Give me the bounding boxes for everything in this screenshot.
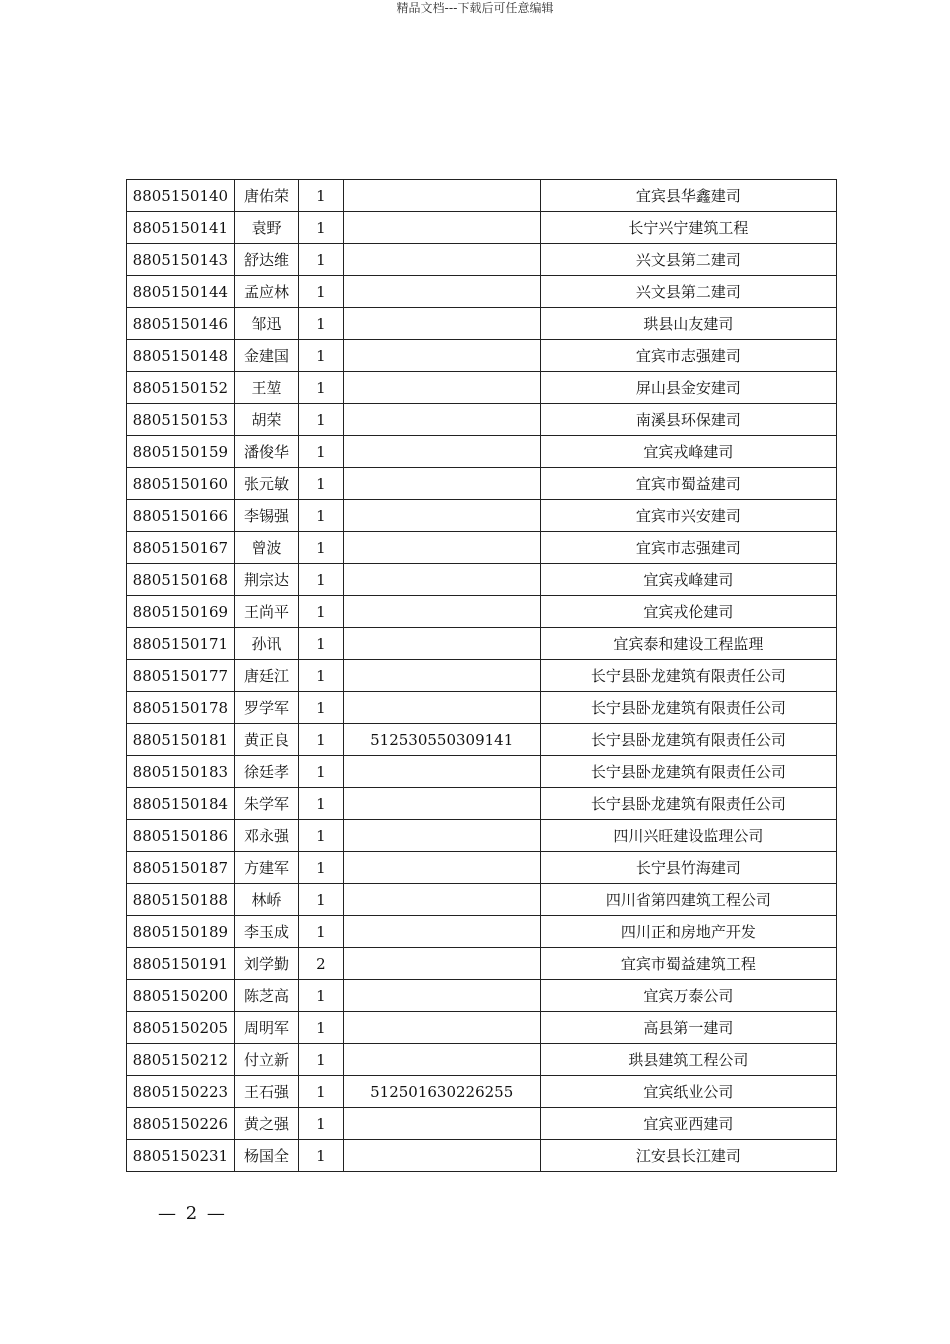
- table-row: [127, 500, 837, 532]
- quantity-cell: 1: [299, 692, 343, 724]
- record-id-cell: 8805150191: [127, 948, 235, 980]
- record-id-cell: 8805150146: [127, 308, 235, 340]
- id-number-cell: [343, 788, 540, 820]
- company-cell: 屏山县金安建司: [540, 372, 836, 404]
- id-number-cell: [343, 180, 540, 212]
- company-cell: 长宁县卧龙建筑有限责任公司: [540, 756, 836, 788]
- table-row: [127, 660, 837, 692]
- quantity-cell: 1: [299, 756, 343, 788]
- person-name-cell: 荆宗达: [234, 564, 298, 596]
- id-number-cell: 512530550309141: [343, 724, 540, 756]
- table-row: [127, 404, 837, 436]
- company-cell: 宜宾泰和建设工程监理: [540, 628, 836, 660]
- id-number-cell: [343, 532, 540, 564]
- quantity-cell: 1: [299, 1140, 343, 1172]
- table-row: [127, 596, 837, 628]
- record-id-cell: 8805150177: [127, 660, 235, 692]
- quantity-cell: 1: [299, 180, 343, 212]
- header-note: 精品文档---下载后可任意编辑: [396, 1, 554, 15]
- quantity-cell: 1: [299, 532, 343, 564]
- quantity-cell: 1: [299, 436, 343, 468]
- person-name-cell: 唐佑荣: [234, 180, 298, 212]
- quantity-cell: 1: [299, 980, 343, 1012]
- record-id-cell: 8805150169: [127, 596, 235, 628]
- quantity-cell: 1: [299, 212, 343, 244]
- table-row: [127, 180, 837, 212]
- company-cell: 珙县建筑工程公司: [540, 1044, 836, 1076]
- company-cell: 宜宾市志强建司: [540, 532, 836, 564]
- company-cell: 长宁县卧龙建筑有限责任公司: [540, 660, 836, 692]
- company-cell: 宜宾市兴安建司: [540, 500, 836, 532]
- records-table-body: [127, 180, 837, 1172]
- record-id-cell: 8805150226: [127, 1108, 235, 1140]
- company-cell: 四川兴旺建设监理公司: [540, 820, 836, 852]
- table-row: [127, 212, 837, 244]
- company-cell: 长宁兴宁建筑工程: [540, 212, 836, 244]
- id-number-cell: [343, 852, 540, 884]
- id-number-cell: [343, 948, 540, 980]
- person-name-cell: 李玉成: [234, 916, 298, 948]
- table-row: [127, 788, 837, 820]
- record-id-cell: 8805150148: [127, 340, 235, 372]
- person-name-cell: 邓永强: [234, 820, 298, 852]
- person-name-cell: 舒达维: [234, 244, 298, 276]
- person-name-cell: 杨国全: [234, 1140, 298, 1172]
- person-name-cell: 徐廷孝: [234, 756, 298, 788]
- quantity-cell: 1: [299, 372, 343, 404]
- person-name-cell: 黄正良: [234, 724, 298, 756]
- quantity-cell: 1: [299, 1012, 343, 1044]
- id-number-cell: [343, 820, 540, 852]
- records-table: [126, 179, 837, 1172]
- record-id-cell: 8805150171: [127, 628, 235, 660]
- table-row: [127, 308, 837, 340]
- record-id-cell: 8805150186: [127, 820, 235, 852]
- person-name-cell: 张元敏: [234, 468, 298, 500]
- id-number-cell: [343, 596, 540, 628]
- quantity-cell: 1: [299, 788, 343, 820]
- person-name-cell: 曾波: [234, 532, 298, 564]
- company-cell: 珙县山友建司: [540, 308, 836, 340]
- company-cell: 宜宾纸业公司: [540, 1076, 836, 1108]
- id-number-cell: [343, 756, 540, 788]
- person-name-cell: 邹迅: [234, 308, 298, 340]
- table-row: [127, 724, 837, 756]
- person-name-cell: 罗学军: [234, 692, 298, 724]
- person-name-cell: 王尚平: [234, 596, 298, 628]
- person-name-cell: 林峤: [234, 884, 298, 916]
- record-id-cell: 8805150184: [127, 788, 235, 820]
- id-number-cell: [343, 660, 540, 692]
- person-name-cell: 唐廷江: [234, 660, 298, 692]
- record-id-cell: 8805150167: [127, 532, 235, 564]
- company-cell: 宜宾戎峰建司: [540, 564, 836, 596]
- person-name-cell: 周明军: [234, 1012, 298, 1044]
- record-id-cell: 8805150181: [127, 724, 235, 756]
- record-id-cell: 8805150231: [127, 1140, 235, 1172]
- person-name-cell: 金建国: [234, 340, 298, 372]
- person-name-cell: 刘学勤: [234, 948, 298, 980]
- table-row: [127, 1076, 837, 1108]
- record-id-cell: 8805150168: [127, 564, 235, 596]
- record-id-cell: 8805150144: [127, 276, 235, 308]
- company-cell: 宜宾市蜀益建筑工程: [540, 948, 836, 980]
- company-cell: 长宁县竹海建司: [540, 852, 836, 884]
- company-cell: 长宁县卧龙建筑有限责任公司: [540, 692, 836, 724]
- record-id-cell: 8805150141: [127, 212, 235, 244]
- table-row: [127, 276, 837, 308]
- record-id-cell: 8805150159: [127, 436, 235, 468]
- table-row: [127, 756, 837, 788]
- person-name-cell: 王堃: [234, 372, 298, 404]
- id-number-cell: [343, 308, 540, 340]
- quantity-cell: 1: [299, 1044, 343, 1076]
- record-id-cell: 8805150188: [127, 884, 235, 916]
- id-number-cell: [343, 980, 540, 1012]
- quantity-cell: 1: [299, 916, 343, 948]
- record-id-cell: 8805150189: [127, 916, 235, 948]
- quantity-cell: 1: [299, 1108, 343, 1140]
- id-number-cell: [343, 692, 540, 724]
- page-number: — 2 —: [158, 1203, 227, 1224]
- quantity-cell: 1: [299, 820, 343, 852]
- quantity-cell: 1: [299, 276, 343, 308]
- record-id-cell: 8805150183: [127, 756, 235, 788]
- table-row: [127, 628, 837, 660]
- person-name-cell: 李锡强: [234, 500, 298, 532]
- id-number-cell: [343, 404, 540, 436]
- record-id-cell: 8805150212: [127, 1044, 235, 1076]
- company-cell: 四川正和房地产开发: [540, 916, 836, 948]
- quantity-cell: 1: [299, 884, 343, 916]
- id-number-cell: [343, 884, 540, 916]
- person-name-cell: 孟应林: [234, 276, 298, 308]
- company-cell: 宜宾戎伦建司: [540, 596, 836, 628]
- person-name-cell: 付立新: [234, 1044, 298, 1076]
- quantity-cell: 1: [299, 500, 343, 532]
- record-id-cell: 8805150140: [127, 180, 235, 212]
- id-number-cell: [343, 628, 540, 660]
- company-cell: 南溪县环保建司: [540, 404, 836, 436]
- person-name-cell: 孙讯: [234, 628, 298, 660]
- table-row: [127, 532, 837, 564]
- person-name-cell: 黄之强: [234, 1108, 298, 1140]
- id-number-cell: [343, 276, 540, 308]
- quantity-cell: 1: [299, 852, 343, 884]
- table-row: [127, 884, 837, 916]
- id-number-cell: [343, 1044, 540, 1076]
- record-id-cell: 8805150178: [127, 692, 235, 724]
- table-row: [127, 340, 837, 372]
- id-number-cell: [343, 340, 540, 372]
- company-cell: 宜宾市蜀益建司: [540, 468, 836, 500]
- record-id-cell: 8805150205: [127, 1012, 235, 1044]
- id-number-cell: [343, 468, 540, 500]
- person-name-cell: 王石强: [234, 1076, 298, 1108]
- person-name-cell: 陈芝高: [234, 980, 298, 1012]
- company-cell: 高县第一建司: [540, 1012, 836, 1044]
- table-row: [127, 820, 837, 852]
- id-number-cell: [343, 916, 540, 948]
- record-id-cell: 8805150200: [127, 980, 235, 1012]
- table-row: [127, 1044, 837, 1076]
- table-row: [127, 1012, 837, 1044]
- table-row: [127, 1108, 837, 1140]
- quantity-cell: 1: [299, 628, 343, 660]
- id-number-cell: [343, 1140, 540, 1172]
- table-row: [127, 852, 837, 884]
- id-number-cell: [343, 212, 540, 244]
- company-cell: 宜宾亚西建司: [540, 1108, 836, 1140]
- company-cell: 四川省第四建筑工程公司: [540, 884, 836, 916]
- quantity-cell: 1: [299, 404, 343, 436]
- table-row: [127, 468, 837, 500]
- id-number-cell: [343, 500, 540, 532]
- company-cell: 兴文县第二建司: [540, 244, 836, 276]
- table-row: [127, 948, 837, 980]
- quantity-cell: 1: [299, 1076, 343, 1108]
- quantity-cell: 1: [299, 660, 343, 692]
- id-number-cell: [343, 244, 540, 276]
- person-name-cell: 袁野: [234, 212, 298, 244]
- quantity-cell: 1: [299, 724, 343, 756]
- table-row: [127, 244, 837, 276]
- quantity-cell: 1: [299, 340, 343, 372]
- quantity-cell: 1: [299, 308, 343, 340]
- record-id-cell: 8805150160: [127, 468, 235, 500]
- record-id-cell: 8805150152: [127, 372, 235, 404]
- quantity-cell: 1: [299, 244, 343, 276]
- id-number-cell: [343, 1012, 540, 1044]
- company-cell: 宜宾县华鑫建司: [540, 180, 836, 212]
- record-id-cell: 8805150187: [127, 852, 235, 884]
- id-number-cell: [343, 436, 540, 468]
- person-name-cell: 方建军: [234, 852, 298, 884]
- id-number-cell: [343, 372, 540, 404]
- company-cell: 长宁县卧龙建筑有限责任公司: [540, 724, 836, 756]
- quantity-cell: 1: [299, 596, 343, 628]
- table-row: [127, 564, 837, 596]
- table-row: [127, 372, 837, 404]
- company-cell: 宜宾万泰公司: [540, 980, 836, 1012]
- quantity-cell: 1: [299, 468, 343, 500]
- quantity-cell: 2: [299, 948, 343, 980]
- company-cell: 兴文县第二建司: [540, 276, 836, 308]
- table-row: [127, 980, 837, 1012]
- record-id-cell: 8805150143: [127, 244, 235, 276]
- record-id-cell: 8805150166: [127, 500, 235, 532]
- id-number-cell: [343, 564, 540, 596]
- id-number-cell: 512501630226255: [343, 1076, 540, 1108]
- table-row: [127, 916, 837, 948]
- company-cell: 宜宾戎峰建司: [540, 436, 836, 468]
- table-row: [127, 692, 837, 724]
- person-name-cell: 潘俊华: [234, 436, 298, 468]
- person-name-cell: 朱学军: [234, 788, 298, 820]
- company-cell: 宜宾市志强建司: [540, 340, 836, 372]
- quantity-cell: 1: [299, 564, 343, 596]
- record-id-cell: 8805150223: [127, 1076, 235, 1108]
- record-id-cell: 8805150153: [127, 404, 235, 436]
- person-name-cell: 胡荣: [234, 404, 298, 436]
- id-number-cell: [343, 1108, 540, 1140]
- company-cell: 江安县长江建司: [540, 1140, 836, 1172]
- table-row: [127, 436, 837, 468]
- company-cell: 长宁县卧龙建筑有限责任公司: [540, 788, 836, 820]
- table-row: [127, 1140, 837, 1172]
